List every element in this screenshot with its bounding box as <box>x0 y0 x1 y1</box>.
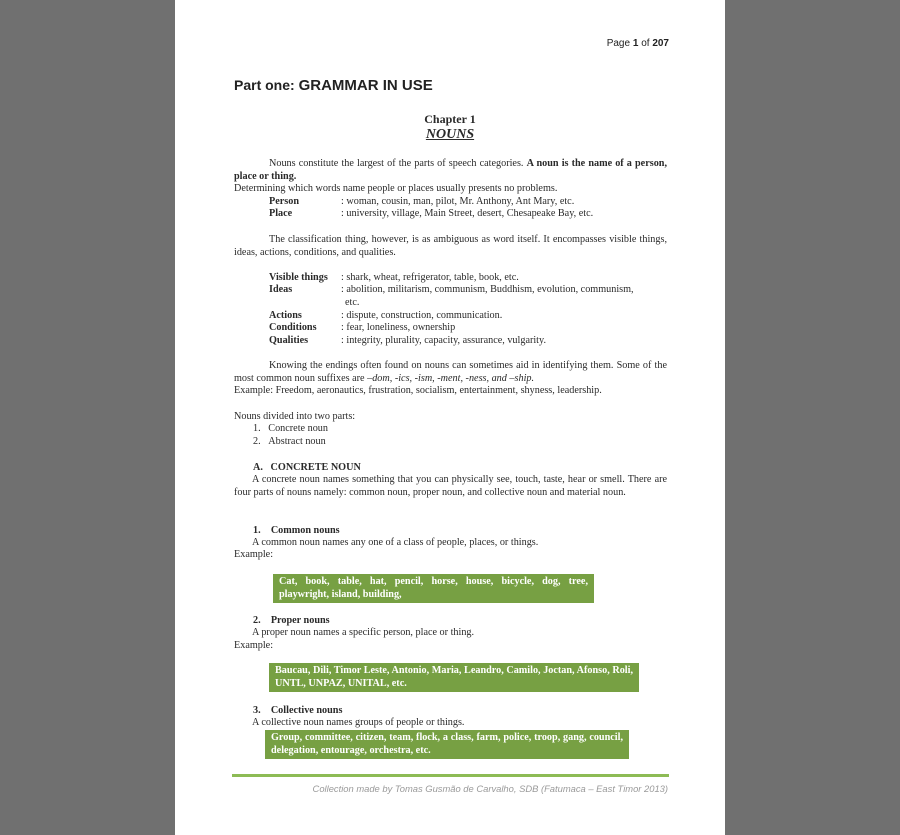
example-value: etc. <box>345 297 360 308</box>
concrete-paragraph: A concrete noun names something that you can physically see, touch, taste, hear or smell. There are four parts of nouns namely: common noun, proper noun, and collective noun and material noun. <box>234 474 667 498</box>
example-value: : dispute, construction, communication. <box>341 310 503 321</box>
part-heading: Part one: GRAMMAR IN USE <box>234 77 433 94</box>
chapter-label: Chapter 1 <box>424 112 476 126</box>
chapter-title: NOUNS <box>425 127 475 142</box>
example-value: : fear, loneliness, ownership <box>341 322 456 333</box>
example-value: : abolition, militarism, communism, Buddhism, evolution, communism, <box>341 284 634 295</box>
suffixes-example: Example: Freedom, aeronautics, frustration, socialism, entertainment, shyness, leadership. <box>234 385 602 396</box>
example-value: : university, village, Main Street, desert, Chesapeake Bay, etc. <box>341 208 594 219</box>
common-examples-highlight: Cat, book, table, hat, pencil, horse, house, bicycle, dog, tree, playwright, island, building, <box>273 574 594 603</box>
collective-text: A collective noun names groups of people or things. <box>252 717 465 728</box>
footer-rule <box>232 774 669 777</box>
example-row: Place <box>269 208 293 219</box>
subsection-heading: 2. Proper nouns <box>253 615 330 626</box>
example-value: : integrity, plurality, capacity, assurance, vulgarity. <box>341 335 546 346</box>
example-value: : woman, cousin, man, pilot, Mr. Anthony, Ant Mary, etc. <box>341 196 575 207</box>
common-text: A common noun names any one of a class of people, places, or things. <box>252 537 539 548</box>
example-term: Visible things <box>269 272 328 283</box>
subsection-heading: 1. Common nouns <box>253 525 340 536</box>
intro-paragraph: Nouns constitute the largest of the parts of speech categories. A noun is the name of a person, place or thing. <box>234 158 667 182</box>
example-label: Example: <box>234 549 274 560</box>
list-item: 1. Concrete noun <box>253 423 328 434</box>
section-heading: A. CONCRETE NOUN <box>253 462 361 473</box>
example-row: Person <box>269 196 299 207</box>
proper-examples-highlight: Baucau, Dili, Timor Leste, Antonio, Maria, Leandro, Camilo, Joctan, Afonso, Roli, UNTL, UNPAZ, UNITAL, etc. <box>269 663 639 692</box>
example-value: : shark, wheat, refrigerator, table, book, etc. <box>341 272 519 283</box>
example-label: Example: <box>234 640 274 651</box>
intro-determining: Determining which words name people or places usually presents no problems. <box>234 183 558 194</box>
suffixes-paragraph: Knowing the endings often found on nouns can sometimes aid in identifying them. Some of the most common noun suffixes are –dom, -ics, -ism, -ment, -ness, and –ship. <box>234 360 667 384</box>
example-term: Actions <box>269 310 302 321</box>
document-page <box>175 0 725 835</box>
list-item: 2. Abstract noun <box>253 436 326 447</box>
collective-examples-highlight: Group, committee, citizen, team, flock, a class, farm, police, troop, gang, council, delegation, entourage, orchestra, etc. <box>265 730 629 759</box>
example-term: Conditions <box>269 322 317 333</box>
page-number: Page 1 of 207 <box>606 38 669 49</box>
classification-paragraph: The classification thing, however, is as ambiguous as word itself. It encompasses visible things, ideas, actions, conditions, and qualities. <box>234 234 667 258</box>
footer-credit: Collection made by Tomas Gusmão de Carvalho, SDB (Fatumaca – East Timor 2013) <box>312 783 668 794</box>
example-term: Qualities <box>269 335 309 346</box>
subsection-heading: 3. Collective nouns <box>253 705 343 716</box>
example-term: Ideas <box>269 284 293 295</box>
proper-text: A proper noun names a specific person, place or thing. <box>252 627 475 638</box>
divided-heading: Nouns divided into two parts: <box>234 411 356 422</box>
